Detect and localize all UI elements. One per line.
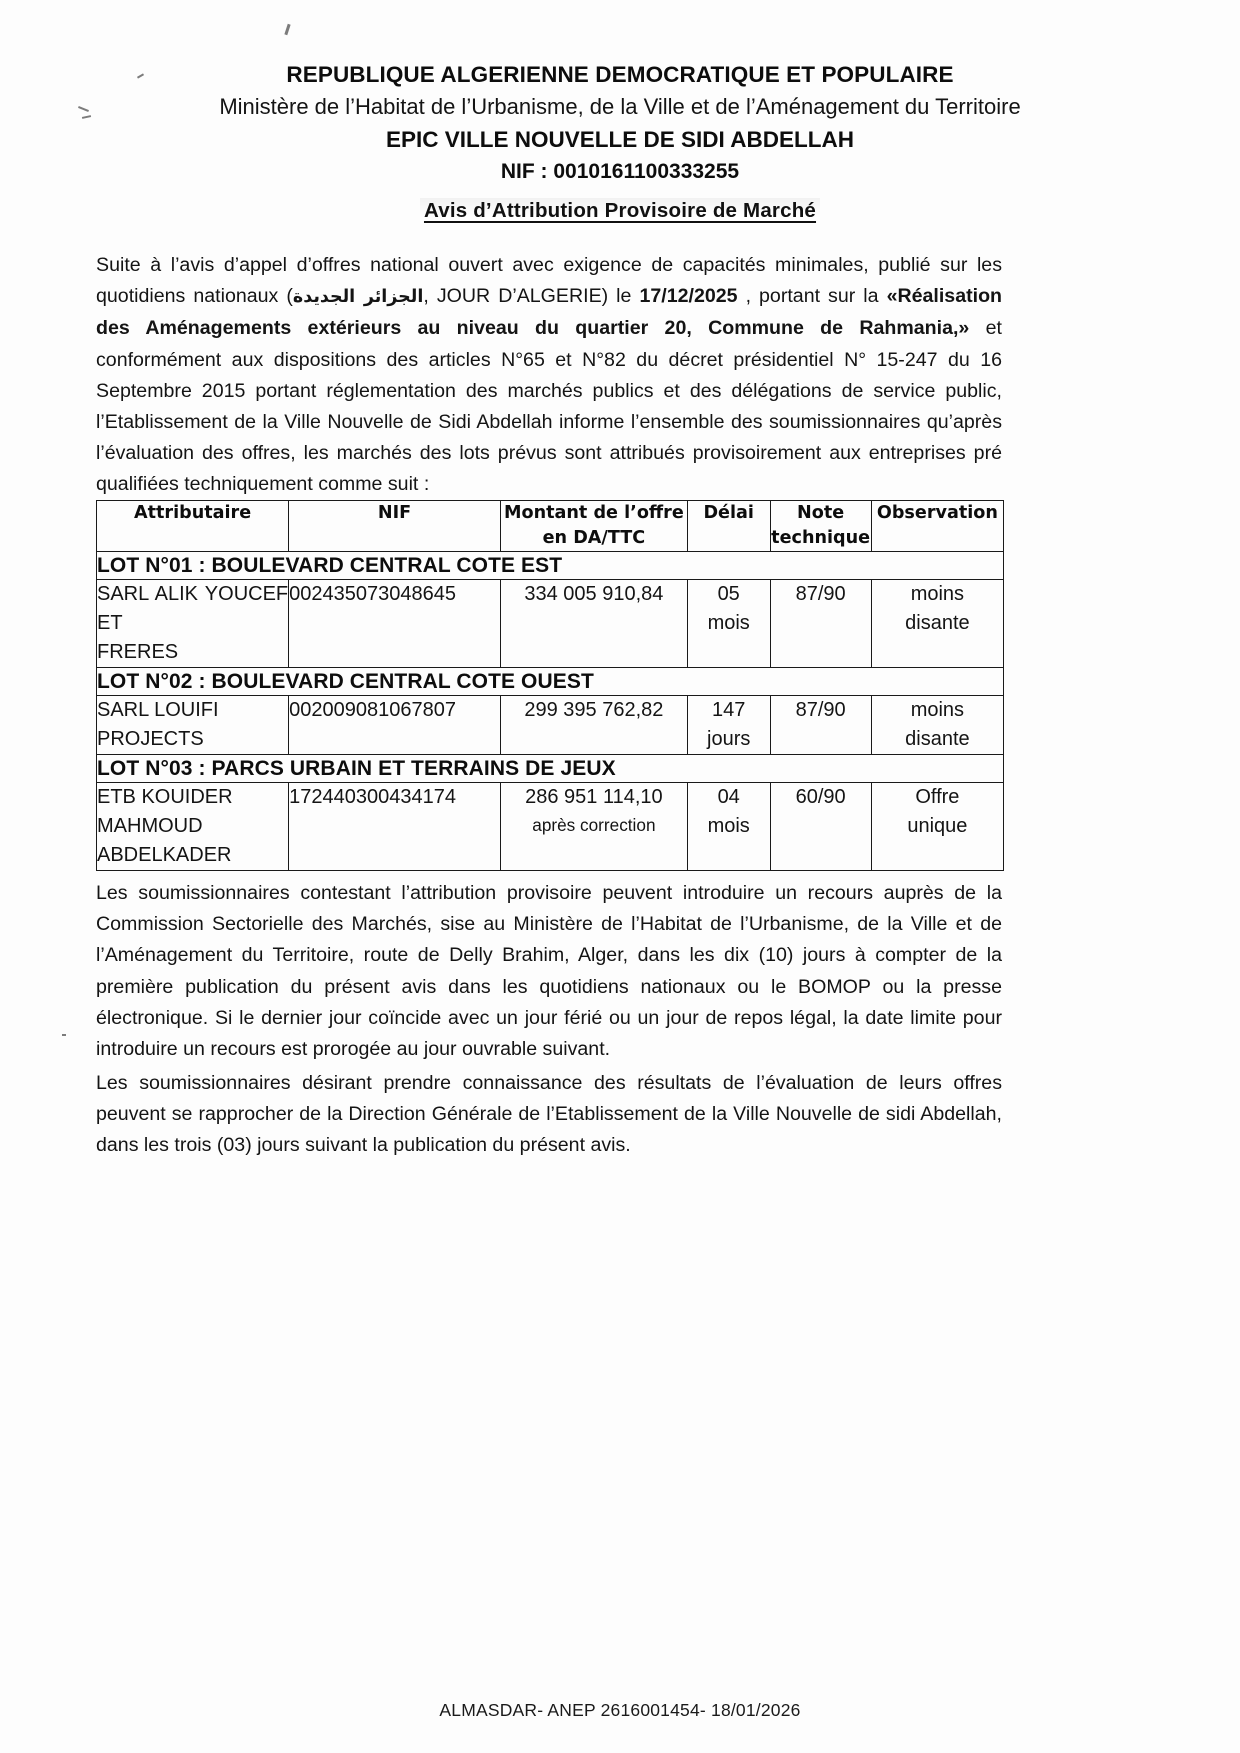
cell-montant bbox=[500, 696, 687, 755]
lot-title-row bbox=[97, 755, 1004, 783]
col-header-montant-label: Montant de l’offre bbox=[504, 503, 684, 523]
col-header-delai bbox=[687, 501, 770, 552]
intro-text-part2: , JOUR D’ALGERIE) le bbox=[423, 285, 640, 308]
col-header-nif-label: NIF bbox=[377, 503, 412, 523]
results-paragraph: Les soumissionnaires désirant prendre connaissance des résultats de l’évaluation de leurs offres peuvent se rapprocher de la Direction Générale de l’Etablissement de la Ville Nouvelle de sidi Abdellah, dans les trois (03) jours suivant la publication du présent avis. bbox=[96, 1072, 1002, 1157]
cell-attributaire bbox=[97, 580, 289, 668]
cell-attributaire bbox=[97, 783, 289, 871]
cell-note-technique: 87/90 bbox=[770, 580, 871, 668]
lot-title-row bbox=[97, 668, 1004, 696]
col-header-attributaire bbox=[97, 501, 289, 552]
montant-value: 286 951 114,10 bbox=[525, 786, 663, 808]
document-title-container bbox=[0, 198, 1240, 224]
col-header-attributaire-label: Attributaire bbox=[133, 503, 252, 523]
document-header bbox=[0, 60, 1240, 187]
attributaire-token: ET bbox=[97, 612, 123, 634]
table-header-row bbox=[97, 501, 1004, 552]
col-header-montant bbox=[500, 501, 687, 552]
header-republic-line: REPUBLIQUE ALGERIENNE DEMOCRATIQUE ET POPULAIRE bbox=[286, 62, 954, 87]
lot-title-cell-2: LOT N°02 : BOULEVARD CENTRAL COTE OUEST bbox=[97, 668, 1004, 696]
scan-speck bbox=[284, 24, 290, 35]
scan-speck bbox=[62, 1034, 66, 1036]
table-row bbox=[97, 783, 1004, 871]
cell-montant bbox=[500, 783, 687, 871]
cell-note-technique: 60/90 bbox=[770, 783, 871, 871]
attributaire-token: SARL bbox=[97, 699, 149, 721]
cell-nif: 002009081067807 bbox=[289, 696, 501, 755]
observation-line-2: disante bbox=[905, 612, 970, 634]
col-header-nif bbox=[289, 501, 501, 552]
col-header-montant-sublabel: en DA/TTC bbox=[542, 528, 646, 548]
award-table bbox=[96, 500, 1004, 871]
lot-title-cell-3: LOT N°03 : PARCS URBAIN ET TERRAINS DE JEUX bbox=[97, 755, 1004, 783]
intro-text-part1: Suite à l’avis d’appel d’offres national ouvert avec exigence de capacités minimales, publié sur les quotidiens nationaux ( bbox=[96, 254, 1002, 308]
attributaire-token: LOUIFI bbox=[154, 699, 219, 721]
col-header-note-sublabel: technique bbox=[771, 528, 871, 548]
cell-observation bbox=[871, 696, 1003, 755]
page-title: Avis d’Attribution Provisoire de Marché bbox=[420, 198, 820, 224]
col-header-delai-label: Délai bbox=[703, 503, 754, 523]
cell-note-technique: 87/90 bbox=[770, 696, 871, 755]
delai-unit: mois bbox=[707, 612, 750, 634]
attributaire-token: ABDELKADER bbox=[97, 844, 232, 866]
intro-arabic-newspaper: الجزائر الجديدة bbox=[292, 287, 424, 308]
cell-observation bbox=[871, 580, 1003, 668]
col-header-observation bbox=[871, 501, 1003, 552]
recourse-paragraph: Les soumissionnaires contestant l’attribution provisoire peuvent introduire un recours auprès de la Commission Sectorielle des Marchés, sise au Ministère de l’Habitat de l’Urbanisme, de la Ville et de l’Aménagement du Territoire, route de Delly Brahim, Alger, dans les dix (10) jours à compter de la première publication du présent avis dans les quotidiens nationaux ou le BOMOP ou la presse électronique. Si le dernier jour coïncide avec un jour férié ou un jour de repos légal, la date limite pour introduire un recours est prorogée au jour ouvrable suivant. bbox=[96, 882, 1002, 1061]
cell-montant bbox=[500, 580, 687, 668]
attributaire-token: MAHMOUD bbox=[97, 815, 203, 837]
footer-reference: ALMASDAR- ANEP 2616001454- 18/01/2026 bbox=[439, 1700, 801, 1720]
cell-observation bbox=[871, 783, 1003, 871]
attributaire-token: ETB KOUIDER bbox=[97, 786, 233, 808]
montant-value: 334 005 910,84 bbox=[524, 583, 664, 605]
delai-value: 147 bbox=[712, 699, 746, 721]
cell-delai bbox=[687, 783, 770, 871]
header-nif-line: NIF : 0010161100333255 bbox=[500, 160, 740, 183]
header-organization-line: EPIC VILLE NOUVELLE DE SIDI ABDELLAH bbox=[386, 127, 854, 152]
delai-unit: mois bbox=[707, 815, 750, 837]
attributaire-token: SARL bbox=[97, 583, 149, 605]
attributaire-token: FRERES bbox=[97, 641, 179, 663]
intro-publication-date: 17/12/2025 bbox=[639, 285, 738, 308]
lot-title-cell-1: LOT N°01 : BOULEVARD CENTRAL COTE EST bbox=[97, 552, 1004, 580]
award-table-container bbox=[96, 500, 1004, 871]
attributaire-token: ALIK bbox=[154, 583, 198, 605]
observation-line-1: moins bbox=[910, 583, 965, 605]
col-header-observation-label: Observation bbox=[876, 503, 998, 523]
col-header-note bbox=[770, 501, 871, 552]
cell-attributaire bbox=[97, 696, 289, 755]
attributaire-token: PROJECTS bbox=[97, 728, 204, 750]
lot-title-row bbox=[97, 552, 1004, 580]
observation-line-2: unique bbox=[907, 815, 968, 837]
attributaire-token: YOUCEF bbox=[204, 583, 289, 605]
cell-nif: 002435073048645 bbox=[289, 580, 501, 668]
montant-note: après correction bbox=[532, 815, 656, 835]
delai-unit: jours bbox=[707, 728, 751, 750]
cell-delai bbox=[687, 580, 770, 668]
delai-value: 05 bbox=[717, 583, 740, 605]
observation-line-1: Offre bbox=[915, 786, 960, 808]
col-header-note-label: Note bbox=[797, 503, 845, 523]
montant-value: 299 395 762,82 bbox=[524, 699, 664, 721]
delai-value: 04 bbox=[717, 786, 740, 808]
table-row bbox=[97, 580, 1004, 668]
observation-line-2: disante bbox=[905, 728, 970, 750]
observation-line-1: moins bbox=[910, 699, 965, 721]
intro-project-object: «Réalisation des Aménagements extérieurs au niveau du quartier 20, Commune de Rahmania,» bbox=[96, 285, 1003, 340]
header-ministry-line: Ministère de l’Habitat de l’Urbanisme, de la Ville et de l’Aménagement du Territoire bbox=[219, 94, 1021, 119]
table-row bbox=[97, 696, 1004, 755]
intro-text-part4: et conformément aux dispositions des articles N°65 et N°82 du décret présidentiel N° 15-247 du 16 Septembre 2015 portant réglementation des marchés publics et des délégations de service public, l’Etablissement de la Ville Nouvelle de Sidi Abdellah informe l’ensemble des soumissionnaires qu’après l’évaluation des offres, les marchés des lots prévus sont attribués provisoirement aux entreprises pré qualifiées techniquement comme suit : bbox=[96, 317, 1002, 496]
intro-text-part3: , portant sur la bbox=[737, 285, 887, 308]
intro-paragraph bbox=[96, 250, 1002, 501]
cell-nif: 172440300434174 bbox=[289, 783, 501, 871]
cell-delai bbox=[687, 696, 770, 755]
